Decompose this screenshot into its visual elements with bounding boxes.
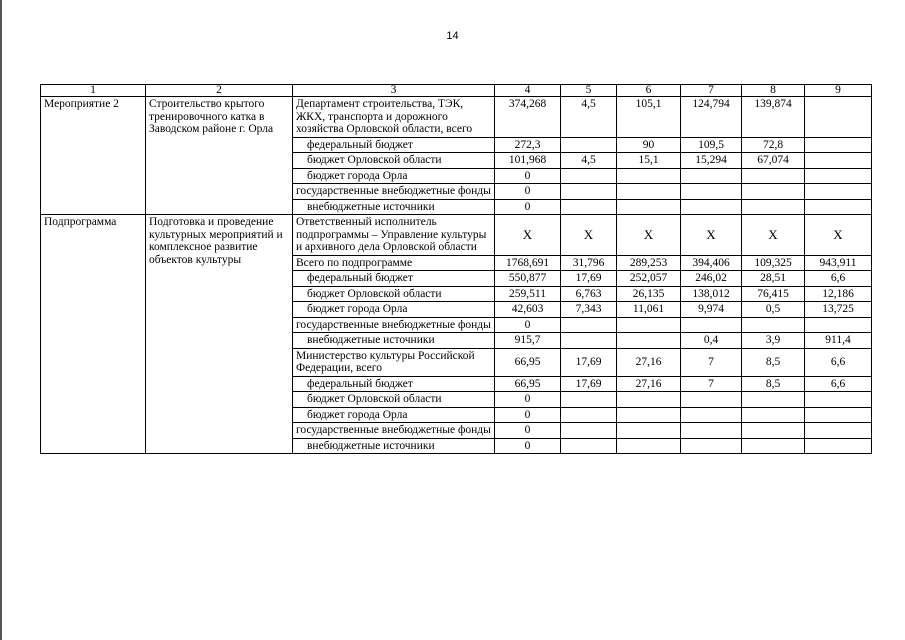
value-cell: 17,69 <box>561 376 617 392</box>
value-cell <box>617 438 681 454</box>
value-cell <box>561 317 617 333</box>
value-cell <box>742 168 805 184</box>
source-label-cell: федеральный бюджет <box>293 271 495 287</box>
value-cell: 0 <box>495 168 561 184</box>
value-cell: 8,5 <box>742 376 805 392</box>
value-cell: 252,057 <box>617 271 681 287</box>
page-left-edge <box>0 0 2 640</box>
value-cell: 105,1 <box>617 97 681 138</box>
value-cell <box>561 333 617 349</box>
value-cell: 8,5 <box>742 348 805 376</box>
source-label-cell: бюджет города Орла <box>293 407 495 423</box>
value-cell: 26,135 <box>617 286 681 302</box>
value-cell <box>561 407 617 423</box>
value-cell <box>561 392 617 408</box>
value-cell: 0,4 <box>681 333 742 349</box>
header-row <box>41 85 872 97</box>
value-cell <box>742 438 805 454</box>
source-label-cell: государственные внебюджетные фонды <box>293 184 495 200</box>
value-cell <box>742 423 805 439</box>
value-cell: 90 <box>617 137 681 153</box>
measure-description-cell: Строительство крытого тренировочного катка в Заводском районе г. Орла <box>146 97 293 215</box>
value-cell <box>742 184 805 200</box>
value-cell <box>681 317 742 333</box>
value-cell: 109,325 <box>742 255 805 271</box>
value-cell <box>617 199 681 215</box>
value-cell: 4,5 <box>561 153 617 169</box>
value-cell: 101,968 <box>495 153 561 169</box>
value-cell: 15,1 <box>617 153 681 169</box>
header-cell: 5 <box>561 85 617 97</box>
header-cell: 3 <box>293 85 495 97</box>
table-row <box>41 97 872 138</box>
value-cell: 3,9 <box>742 333 805 349</box>
value-cell: 9,974 <box>681 302 742 318</box>
value-cell <box>681 184 742 200</box>
value-cell: 259,511 <box>495 286 561 302</box>
value-cell: 0 <box>495 423 561 439</box>
value-cell: X <box>805 215 872 256</box>
subprogram-description-cell: Подготовка и проведение культурных мероприятий и комплексное развитие объектов культуры <box>146 215 293 454</box>
source-label-cell: Ответственный исполнитель подпрограммы – Управление культуры и архивного дела Орловской области <box>293 215 495 256</box>
source-label-cell: бюджет Орловской области <box>293 286 495 302</box>
value-cell <box>805 153 872 169</box>
source-label-cell: Всего по подпрограмме <box>293 255 495 271</box>
value-cell: 0 <box>495 184 561 200</box>
value-cell <box>681 423 742 439</box>
value-cell: 28,51 <box>742 271 805 287</box>
value-cell: 72,8 <box>742 137 805 153</box>
measure-name-cell: Мероприятие 2 <box>41 97 146 215</box>
value-cell: 6,6 <box>805 271 872 287</box>
source-label-cell: бюджет города Орла <box>293 168 495 184</box>
value-cell <box>681 438 742 454</box>
value-cell <box>617 407 681 423</box>
value-cell <box>561 184 617 200</box>
header-cell: 6 <box>617 85 681 97</box>
value-cell: X <box>617 215 681 256</box>
value-cell <box>617 168 681 184</box>
source-label-cell: внебюджетные источники <box>293 333 495 349</box>
source-label-cell: государственные внебюджетные фонды <box>293 423 495 439</box>
value-cell: 17,69 <box>561 271 617 287</box>
value-cell: 15,294 <box>681 153 742 169</box>
value-cell <box>805 137 872 153</box>
value-cell: 550,877 <box>495 271 561 287</box>
header-cell: 8 <box>742 85 805 97</box>
value-cell: 394,406 <box>681 255 742 271</box>
value-cell: 27,16 <box>617 376 681 392</box>
header-cell: 4 <box>495 85 561 97</box>
value-cell <box>805 392 872 408</box>
header-cell: 7 <box>681 85 742 97</box>
value-cell <box>742 317 805 333</box>
value-cell: 138,012 <box>681 286 742 302</box>
value-cell: 31,796 <box>561 255 617 271</box>
value-cell <box>681 407 742 423</box>
value-cell <box>561 137 617 153</box>
value-cell <box>617 184 681 200</box>
header-cell: 9 <box>805 85 872 97</box>
source-label-cell: внебюджетные источники <box>293 438 495 454</box>
value-cell <box>561 168 617 184</box>
source-label-cell: федеральный бюджет <box>293 376 495 392</box>
value-cell: 6,6 <box>805 348 872 376</box>
value-cell <box>617 423 681 439</box>
value-cell <box>742 407 805 423</box>
value-cell: 0 <box>495 317 561 333</box>
value-cell: X <box>742 215 805 256</box>
value-cell <box>805 438 872 454</box>
value-cell: 67,074 <box>742 153 805 169</box>
value-cell <box>561 438 617 454</box>
value-cell: 0 <box>495 199 561 215</box>
value-cell <box>805 168 872 184</box>
subprogram-name-cell: Подпрограмма <box>41 215 146 454</box>
value-cell: X <box>495 215 561 256</box>
value-cell: 7,343 <box>561 302 617 318</box>
value-cell: 4,5 <box>561 97 617 138</box>
value-cell <box>681 392 742 408</box>
value-cell: 6,763 <box>561 286 617 302</box>
value-cell <box>805 423 872 439</box>
value-cell: 124,794 <box>681 97 742 138</box>
value-cell: 915,7 <box>495 333 561 349</box>
value-cell: 0 <box>495 407 561 423</box>
value-cell <box>805 317 872 333</box>
value-cell <box>617 333 681 349</box>
value-cell <box>805 407 872 423</box>
source-label-cell: бюджет города Орла <box>293 302 495 318</box>
value-cell <box>681 168 742 184</box>
source-label-cell: Министерство культуры Российской Федерации, всего <box>293 348 495 376</box>
source-label-cell: бюджет Орловской области <box>293 153 495 169</box>
source-label-cell: федеральный бюджет <box>293 137 495 153</box>
source-label-cell: бюджет Орловской области <box>293 392 495 408</box>
value-cell: 289,253 <box>617 255 681 271</box>
value-cell <box>617 317 681 333</box>
value-cell: 109,5 <box>681 137 742 153</box>
budget-table <box>40 84 872 454</box>
value-cell: 11,061 <box>617 302 681 318</box>
value-cell: X <box>561 215 617 256</box>
value-cell: 66,95 <box>495 348 561 376</box>
value-cell: 17,69 <box>561 348 617 376</box>
header-cell: 2 <box>146 85 293 97</box>
value-cell <box>617 392 681 408</box>
source-label-cell: Департамент строительства, ТЭК, ЖКХ, транспорта и дорожного хозяйства Орловской области, всего <box>293 97 495 138</box>
value-cell: 76,415 <box>742 286 805 302</box>
value-cell: 246,02 <box>681 271 742 287</box>
value-cell: 272,3 <box>495 137 561 153</box>
value-cell: 943,911 <box>805 255 872 271</box>
value-cell: 42,603 <box>495 302 561 318</box>
value-cell: 0,5 <box>742 302 805 318</box>
value-cell: 139,874 <box>742 97 805 138</box>
value-cell <box>805 184 872 200</box>
value-cell: 66,95 <box>495 376 561 392</box>
value-cell <box>742 392 805 408</box>
value-cell <box>561 199 617 215</box>
value-cell <box>805 97 872 138</box>
value-cell <box>681 199 742 215</box>
header-cell: 1 <box>41 85 146 97</box>
value-cell: 27,16 <box>617 348 681 376</box>
value-cell: 374,268 <box>495 97 561 138</box>
value-cell: 0 <box>495 392 561 408</box>
value-cell: 12,186 <box>805 286 872 302</box>
value-cell: 1768,691 <box>495 255 561 271</box>
value-cell <box>561 423 617 439</box>
value-cell <box>805 199 872 215</box>
value-cell <box>742 199 805 215</box>
value-cell: 7 <box>681 348 742 376</box>
table-row <box>41 215 872 256</box>
value-cell: 911,4 <box>805 333 872 349</box>
value-cell: X <box>681 215 742 256</box>
value-cell: 0 <box>495 438 561 454</box>
value-cell: 6,6 <box>805 376 872 392</box>
value-cell: 13,725 <box>805 302 872 318</box>
page-number: 14 <box>446 30 459 42</box>
value-cell: 7 <box>681 376 742 392</box>
source-label-cell: государственные внебюджетные фонды <box>293 317 495 333</box>
source-label-cell: внебюджетные источники <box>293 199 495 215</box>
